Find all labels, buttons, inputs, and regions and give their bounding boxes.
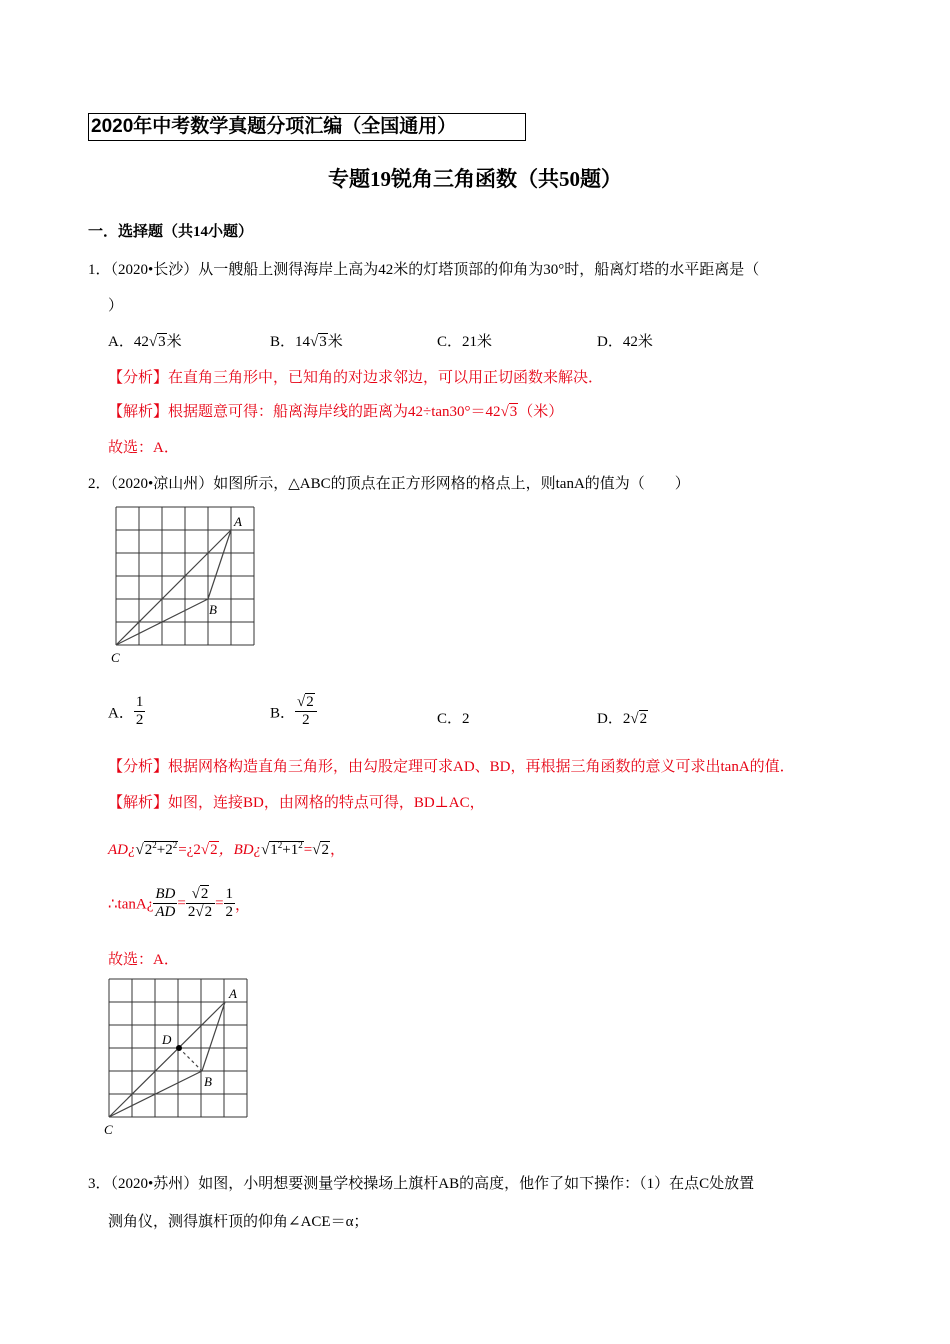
q2-solution: 【解析】如图，连接BD，由网格的特点可得，BD⊥AC， <box>108 795 485 811</box>
point-c-label: C <box>104 1122 113 1137</box>
q1-solution: 【解析】根据题意可得：船离海岸线的距离为42÷tan30°＝42√3（米） <box>108 404 564 420</box>
q3-text-line1: 3．（2020•苏州）如图，小明想要测量学校操场上旗杆AB的高度，他作了如下操作：（1）在点C处放置 <box>88 1176 755 1192</box>
q2-analysis: 【分析】根据网格构造直角三角形，由勾股定理可求AD、BD，再根据三角函数的意义可求出tanA的值． <box>108 759 795 775</box>
q1-text: 1．（2020•长沙）从一艘船上测得海岸上高为42米的灯塔顶部的仰角为30°时，船离灯塔的水平距离是（ <box>88 262 760 278</box>
sqrt-symbol: √ <box>135 842 144 858</box>
q2-solution-figure-grid <box>98 974 263 1140</box>
q1-text-end: ） <box>108 298 124 314</box>
sqrt-symbol: √ <box>310 334 319 350</box>
segment-ca <box>109 1002 225 1117</box>
q1-option-c: C．21米 <box>437 334 493 350</box>
q2-option-d: D．2√2 <box>597 711 648 727</box>
point-c-label: C <box>111 650 120 665</box>
point-b-label: B <box>209 602 217 617</box>
point-a-label: A <box>234 514 242 529</box>
sqrt-symbol: √ <box>297 694 306 710</box>
q1-option-b: B．14√3米 <box>270 334 343 350</box>
point-a-label: A <box>229 986 237 1001</box>
sqrt-symbol: √ <box>312 842 321 858</box>
segment-ab <box>202 1002 225 1071</box>
q3-text-line2: 测角仪，测得旗杆顶的仰角∠ACE＝α； <box>108 1214 369 1230</box>
point-b-label: B <box>204 1074 212 1089</box>
point-d-dot <box>176 1045 182 1051</box>
q2-answer: 故选：A． <box>108 952 179 968</box>
q1-option-a: A．42√3米 <box>108 334 182 350</box>
sqrt-symbol: √ <box>500 404 509 420</box>
section-heading: 一．选择题（共14小题） <box>88 224 254 240</box>
q2-equation-2: ∴tanA¿ $\frac{BD}{AD}$ = $\frac{√2}{2√2}$ = $\frac{1}{2}$ ， <box>108 886 251 921</box>
q1-option-d: D．42米 <box>597 334 653 350</box>
segment-bd-dashed <box>179 1048 202 1071</box>
sqrt-symbol: √ <box>630 711 639 727</box>
segment-ca <box>116 530 231 645</box>
q2-equation-1: $AD¿√2^2+2^2=¿2√2$，$BD¿√1^2+1^2=√2$， <box>108 840 345 858</box>
point-d-label: D <box>162 1032 172 1047</box>
q2-option-b: B． $\frac{√2}{2}$ <box>270 694 317 730</box>
q1-answer: 故选：A． <box>108 440 179 456</box>
page-title: 专题19锐角三角函数（共50题） <box>328 167 622 191</box>
q2-figure-grid <box>105 504 265 669</box>
sqrt-symbol: √ <box>195 904 204 921</box>
header-box: 2020年中考数学真题分项汇编（全国通用） <box>88 113 526 141</box>
segment-ab <box>208 530 231 599</box>
q2-text: 2．（2020•凉山州）如图所示，△ABC的顶点在正方形网格的格点上，则tanA的值为（ ） <box>88 476 690 492</box>
sqrt-symbol: √ <box>148 334 158 350</box>
sqrt-symbol: √ <box>191 886 200 902</box>
q2-option-c: C．2 <box>437 711 470 727</box>
sqrt-symbol: √ <box>261 842 270 858</box>
sqrt-symbol: √ <box>200 842 210 858</box>
q1-analysis: 【分析】在直角三角形中，已知角的对边求邻边，可以用正切函数来解决． <box>108 370 604 386</box>
q2-option-a: A． $\frac{1}{2}$ <box>108 694 144 729</box>
